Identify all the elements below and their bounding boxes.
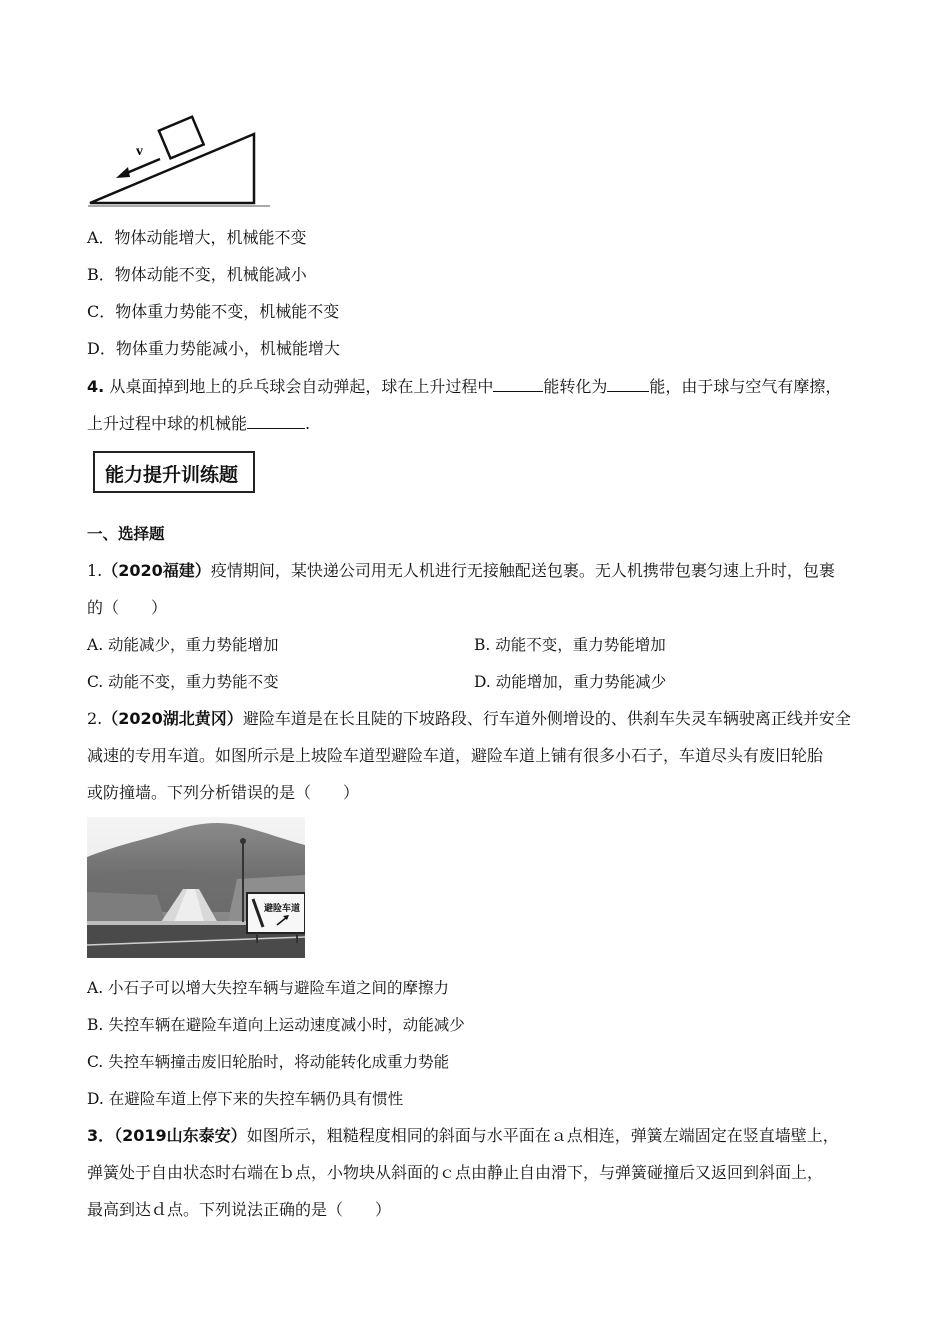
escape-lane-photo xyxy=(87,817,305,958)
p2-source: （2020湖北黄冈） xyxy=(102,709,243,728)
q3-option-d: D．物体重力势能减小，机械能增大 xyxy=(87,339,340,358)
p2-text: 避险车道是在长且陡的下坡路段、行车道外侧增设的、供刹车失灵车辆驶离正线并安全 xyxy=(242,709,851,728)
p2-line3: 或防撞墙。下列分析错误的是（ ） xyxy=(87,783,360,802)
p2-option-d: D. 在避险车道上停下来的失控车辆仍具有惯性 xyxy=(87,1090,404,1108)
p1-option-d: D. 动能增加，重力势能减少 xyxy=(474,673,667,691)
q4-blank-1 xyxy=(493,375,543,392)
q4-number: 4. xyxy=(87,377,105,396)
p3-number: 3． xyxy=(87,1126,115,1145)
q3-option-b: B．物体动能不变，机械能减小 xyxy=(87,265,307,284)
p3-line2: 弹簧处于自由状态时右端在ｂ点，小物块从斜面的ｃ点由静止自由滑下，与弹簧碰撞后又返回到斜面上， xyxy=(87,1163,824,1182)
p1-line1 xyxy=(87,561,835,581)
velocity-label: v xyxy=(136,144,143,159)
q4-text-c: 能，由于球与空气有摩擦， xyxy=(649,377,842,396)
p2-number: 2. xyxy=(87,709,103,728)
p1-option-b: B. 动能不变，重力势能增加 xyxy=(474,636,666,654)
p2-option-b: B. 失控车辆在避险车道向上运动速度减小时，动能减少 xyxy=(87,1016,465,1034)
q3-option-c: C．物体重力势能不变，机械能不变 xyxy=(87,302,340,321)
p1-option-c: C. 动能不变，重力势能不变 xyxy=(87,673,279,691)
p1-source: （2020福建） xyxy=(102,561,211,580)
q4-text-a: 从桌面掉到地上的乒乓球会自动弹起，球在上升过程中 xyxy=(109,377,494,396)
q4-text-b: 能转化为 xyxy=(543,377,608,396)
p3-line1 xyxy=(87,1126,839,1146)
section-title: 能力提升训练题 xyxy=(105,464,239,486)
q4-blank-2 xyxy=(607,375,649,392)
p2-line1 xyxy=(87,709,851,729)
p2-option-a: A. 小石子可以增大失控车辆与避险车道之间的摩擦力 xyxy=(87,979,450,997)
p1-line2: 的（ ） xyxy=(87,598,168,617)
section-title-box xyxy=(93,451,255,493)
q4-line1 xyxy=(87,375,841,397)
p2-option-c: C. 失控车辆撞击废旧轮胎时，将动能转化成重力势能 xyxy=(87,1053,450,1071)
p3-line3: 最高到达ｄ点。下列说法正确的是（ ） xyxy=(87,1200,392,1219)
q4-line2 xyxy=(87,412,310,434)
q3-option-a: A．物体动能增大，机械能不变 xyxy=(87,228,307,247)
p1-number: 1. xyxy=(87,561,103,580)
escape-lane-sign-text: 避险车道 xyxy=(264,904,301,914)
part-heading: 一、选择题 xyxy=(87,525,165,543)
q4-end: . xyxy=(305,414,311,433)
p3-source: （2019山东泰安） xyxy=(114,1126,247,1145)
incline-block-figure xyxy=(84,112,274,212)
p3-text: 如图所示，粗糙程度相同的斜面与水平面在ａ点相连，弹簧左端固定在竖直墙壁上， xyxy=(246,1126,839,1145)
p2-line2: 减速的专用车道。如图所示是上坡险车道型避险车道，避险车道上铺有很多小石子，车道尽头有废旧轮胎 xyxy=(87,746,824,765)
q4-line2-text: 上升过程中球的机械能 xyxy=(87,414,248,433)
q4-blank-3 xyxy=(247,412,305,429)
p1-text: 疫情期间，某快递公司用无人机进行无接触配送包裹。无人机携带包裹匀速上升时，包裹 xyxy=(210,561,835,580)
p1-option-a: A. 动能减少，重力势能增加 xyxy=(87,636,279,654)
